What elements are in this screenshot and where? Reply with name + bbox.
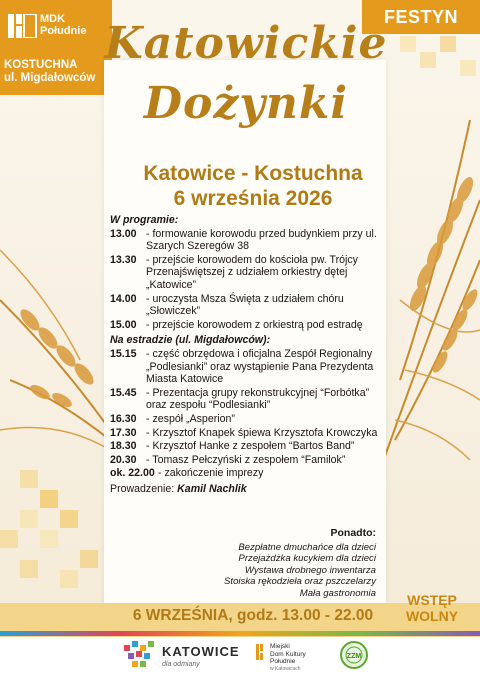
subtitle-date: 6 września 2026 — [173, 187, 333, 210]
item-text: - przejście korowodem do kościoła pw. Trójcy Przenajświętszej z udziałem orkiestry dętej „Katowice” — [146, 253, 358, 291]
rainbow-divider — [0, 631, 480, 636]
free-entry-label — [390, 592, 474, 624]
list-item — [110, 387, 385, 412]
item-time: 20.30 — [110, 453, 137, 466]
list-item — [110, 348, 385, 386]
brand-place-line2: ul. Migdałowców — [4, 72, 96, 84]
item-text: - uroczysta Msza Święta z udziałem chóru „Słowiczek” — [146, 292, 344, 318]
item-time: 18.30 — [110, 440, 137, 453]
entry-line2: WOLNY — [405, 608, 459, 624]
entry-line1: WSTĘP — [407, 592, 457, 608]
mdk-line2: Dom Kultury — [270, 650, 306, 658]
festyn-badge: FESTYN — [362, 0, 480, 34]
extras-list — [216, 528, 376, 600]
program-list — [110, 214, 385, 495]
item-text: - formowanie korowodu przed budynkiem przy ul. Szarych Szeregów 38 — [146, 227, 377, 253]
list-item — [110, 293, 385, 318]
title-line1: Katowickie — [104, 18, 388, 69]
item-text: - przejście korowodem z orkiestrą pod estradę — [146, 318, 363, 331]
brand-name-line2: Południe — [40, 25, 87, 37]
katowice-name: KATOWICE — [162, 644, 240, 659]
list-item — [110, 454, 385, 467]
mdk-line3: Południe — [270, 658, 296, 665]
list-item: Bezpłatne dmuchańce dla dzieci — [238, 541, 376, 553]
host-name: Kamil Nachlik — [177, 482, 247, 495]
zzm-logo-icon — [340, 641, 368, 669]
item-text: - Prezentacja grupy rekonstrukcyjnej “Forbótka” oraz zespołu “Podlesianki” — [146, 386, 370, 412]
list-item — [110, 319, 385, 332]
extras-heading: Ponadto: — [330, 527, 376, 539]
item-time: ok. 22.00 — [110, 467, 155, 480]
list-item — [110, 254, 385, 292]
item-time: 13.00 — [110, 227, 137, 240]
stage-heading: Na estradzie (ul. Migdałowców): — [110, 334, 271, 347]
brand-name-line1: MDK — [40, 13, 66, 25]
list-item — [110, 467, 385, 480]
footer — [0, 637, 480, 679]
item-text: - Tomasz Pełczyński z zespołem “Familok” — [146, 453, 346, 466]
brand-place — [4, 59, 110, 85]
list-item: Przejażdżka kucykiem dla dzieci — [238, 553, 376, 565]
item-text: - Krzysztof Knapek śpiewa Krzysztofa Krowczyka — [146, 426, 378, 439]
item-text: - Krzysztof Hanke z zespołem “Bartos Band” — [146, 440, 355, 453]
program-heading: W programie: — [110, 214, 179, 226]
list-item — [110, 228, 385, 253]
list-item — [110, 427, 385, 440]
item-time: 16.30 — [110, 412, 137, 425]
mdk-footer-icon — [256, 644, 266, 660]
item-time: 17.30 — [110, 426, 137, 439]
item-text: - zakończenie imprezy — [158, 467, 264, 480]
subtitle-location: Katowice - Kostuchna — [143, 162, 363, 185]
item-time: 15.45 — [110, 386, 137, 399]
list-item — [110, 440, 385, 453]
list-item: Wystawa drobnego inwentarza — [244, 564, 376, 576]
date-strip-text: 6 WRZEŚNIA, godz. 13.00 - 22.00 — [132, 607, 374, 624]
mdk-line1: Miejski — [270, 643, 290, 650]
brand-place-line1: KOSTUCHNA — [4, 59, 78, 71]
host-label: Prowadzenie: — [110, 482, 175, 495]
list-item — [110, 413, 385, 426]
item-time: 15.00 — [110, 318, 137, 331]
item-text: - część obrzędowa i oficjalna Zespół Regionalny „Podlesianki” oraz wystąpienie Pana Prezydenta Miasta Katowice — [146, 347, 374, 386]
katowice-logo-icon — [124, 641, 156, 671]
katowice-tagline: dla odmiany — [162, 661, 200, 668]
zzm-text: ZZM — [346, 653, 362, 660]
mdk-footer-name — [270, 643, 306, 666]
item-time: 14.00 — [110, 292, 137, 305]
item-time: 15.15 — [110, 347, 137, 360]
list-item: Stoiska rękodzieła oraz pszczelarzy — [224, 576, 376, 588]
mdk-logo-icon — [8, 14, 38, 38]
item-time: 13.30 — [110, 253, 137, 266]
title-line2: Dożynki — [143, 78, 349, 129]
item-text: - zespół „Asperion” — [146, 412, 235, 425]
brand-name — [40, 13, 86, 37]
host-line — [110, 483, 385, 496]
list-item: Mała gastronomia — [299, 587, 376, 599]
mdk-footer-sub: w Katowicach — [270, 666, 301, 672]
